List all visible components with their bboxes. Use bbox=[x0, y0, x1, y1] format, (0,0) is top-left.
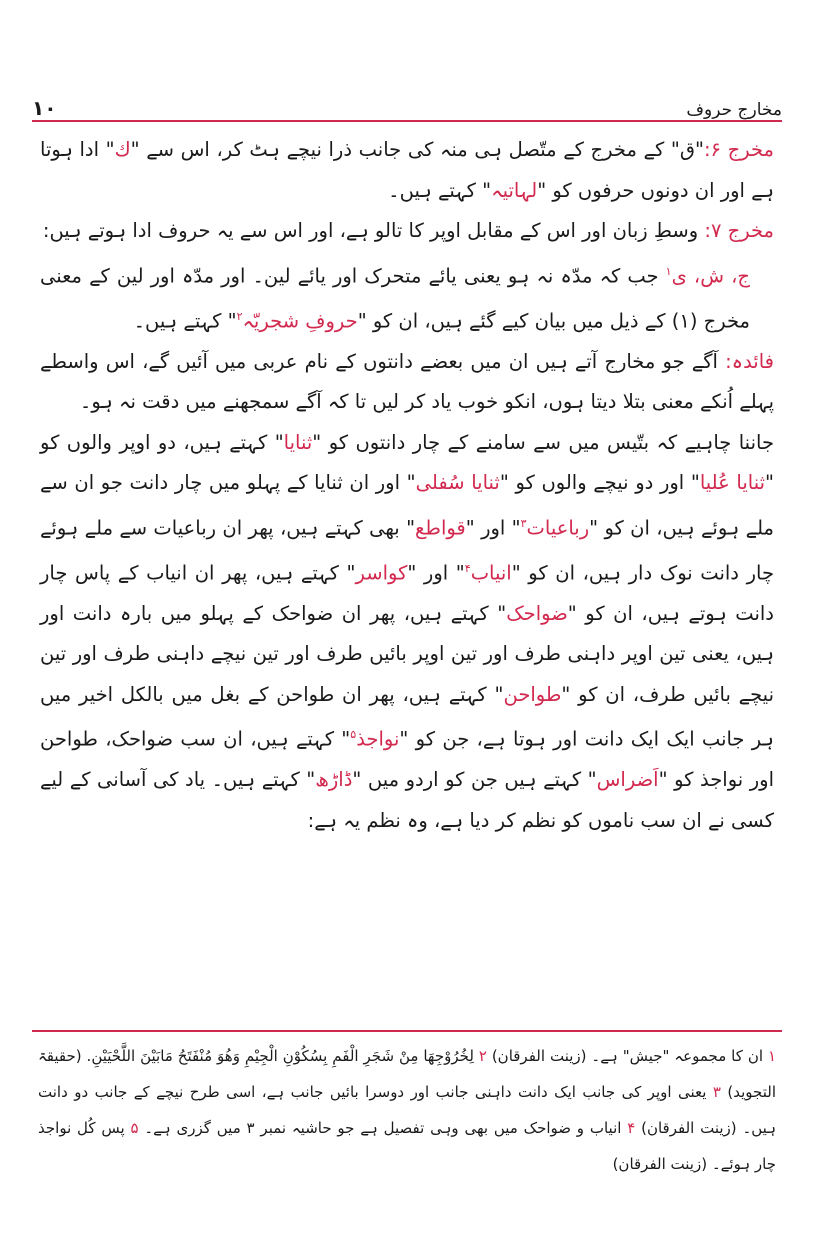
faida-paragraph bbox=[40, 342, 774, 423]
text-span: آگے جو مخارج آتے ہیں ان میں بعضے دانتوں کے نام عربی میں آئیں گے، اس واسطے پہلے اُنکے معنی بتلا دیتا ہوں، انکو خوب یاد کر لیں تا کہ آگے سمجھنے میں دقت نہ ہو۔ bbox=[40, 349, 774, 413]
text-span: " کہتے ہیں۔ bbox=[388, 178, 492, 202]
footnote-text: لِخُرُوْجِهَا مِنْ شَجَرِ الْفَمِ بِسُكُوْنِ الْجِيْمِ وَهُوَ مُنْفَتَحُ مَابَيْنَ اللَّحْيَيْنِ. (حقیقۃ التجوید) bbox=[38, 1047, 776, 1101]
text-span: وسطِ زبان اور اس کے مقابل اوپر کا تالو ہے، اور اس سے یہ حروف ادا ہوتے ہیں: bbox=[42, 219, 705, 242]
text-span: جب کہ مدّہ نہ ہو یعنی یائے متحرک اور یائے لین۔ اور مدّہ اور لین کے معنی مخرج (۱) کے ذیل میں بیان کیے گئے ہیں، ان کو " bbox=[40, 264, 750, 332]
makhraj-7-label: مخرج ۷: bbox=[704, 219, 774, 242]
text-span: جاننا چاہیے کہ بتّیس میں سے سامنے کے چار دانتوں کو " bbox=[312, 430, 774, 454]
highlight-term: ثنایا سُفلی bbox=[415, 471, 500, 494]
highlight-term: انیاب bbox=[470, 561, 512, 584]
highlight-letter: ك bbox=[114, 138, 131, 161]
page-number: ۱۰ bbox=[32, 96, 57, 120]
footnote-divider bbox=[32, 1030, 782, 1032]
footnote-ref: ۵ bbox=[350, 728, 357, 741]
highlight-term: حروفِ شجریّہ bbox=[242, 309, 358, 332]
footnote-number: ۳ bbox=[712, 1083, 721, 1101]
highlight-term: رباعیات bbox=[526, 516, 590, 539]
highlight-term: ڈاڑھ bbox=[315, 768, 353, 791]
text-span: " کہتے ہیں۔ یاد کی آسانی کے لیے کسی نے ان سب ناموں کو نظم کر دیا ہے، وہ نظم یہ ہے: bbox=[40, 768, 774, 832]
text-span: " کہتے ہیں، دو اوپر والوں کو " bbox=[40, 430, 774, 494]
footnote-number: ۵ bbox=[130, 1119, 139, 1137]
highlight-term: لہاتیہ bbox=[491, 178, 538, 202]
footnote-ref: ۱ bbox=[665, 264, 672, 278]
makhraj-6-paragraph bbox=[40, 130, 774, 211]
footnote-number: ۱ bbox=[767, 1047, 776, 1065]
page-header bbox=[32, 84, 782, 120]
chapter-title: مخارج حروف bbox=[686, 100, 782, 120]
footnote-ref: ۲ bbox=[236, 309, 243, 323]
footnote-text: انیاب و ضواحک میں بھی وہی تفصیل ہے جو حاشیہ نمبر ۳ میں گزری ہے۔ bbox=[138, 1119, 628, 1137]
footnote-number: ۲ bbox=[478, 1047, 487, 1065]
text-span: " اور ان ثنایا کے پہلو میں چار دانت جو ان سے ملے ہوئے ہیں، ان کو " bbox=[40, 471, 774, 539]
footnote-text: یعنی اوپر کی جانب ایک دانت داہنی جانب اور دوسرا بائیں جانب ہے، اسی طرح نیچے کے جانب دو دانت ہیں۔ (زینت الفرقان) bbox=[38, 1083, 776, 1137]
highlight-term: قواطع bbox=[415, 516, 466, 539]
highlight-term: نواجذ bbox=[356, 727, 400, 751]
footnote-text: ان کا مجموعہ "جیش" ہے۔ (زینت الفرقان) bbox=[486, 1047, 768, 1065]
header-divider bbox=[32, 120, 782, 122]
faida-label: فائدہ: bbox=[725, 349, 774, 373]
letters-paragraph bbox=[40, 252, 774, 342]
text-span: " کہتے ہیں، پھر ان انیاب کے پاس چار دانت ہوتے ہیں، ان کو " bbox=[40, 561, 774, 625]
highlight-term: ثنایا عُلیا bbox=[699, 471, 766, 494]
footnote-ref: ۴ bbox=[464, 561, 471, 575]
highlight-term: کواسر bbox=[355, 561, 408, 584]
footnote-ref: ۳ bbox=[520, 516, 527, 530]
makhraj-6-label: مخرج ۶: bbox=[703, 138, 774, 161]
text-span: " کہتے ہیں۔ bbox=[133, 309, 237, 332]
highlight-term: ثنایا bbox=[283, 430, 313, 454]
highlight-term: ضواحک bbox=[506, 601, 568, 625]
text-span: " کہتے ہیں، ان سب ضواحک، طواحن اور نواجذ کو " bbox=[40, 727, 774, 791]
highlight-letters: ج، ش، ی bbox=[671, 264, 750, 287]
text-span: " اور دو نیچے والوں کو " bbox=[499, 471, 700, 494]
text-span: " کہتے ہیں، پھر ان ضواحک کے پہلو میں بارہ دانت اور ہیں، یعنی تین اوپر داہنی طرف اور تین اوپر بائیں طرف اور تین نیچے داہنی طرف اور تین نیچے بائیں طرف، ان کو " bbox=[40, 601, 774, 706]
highlight-term: اَضراس bbox=[596, 768, 659, 791]
highlight-term: طواحن bbox=[503, 682, 562, 706]
text-span: " ادا ہوتا ہے اور ان دونوں حرفوں کو " bbox=[40, 138, 774, 202]
text-span: " اور " bbox=[465, 516, 521, 539]
makhraj-7-paragraph bbox=[40, 211, 774, 252]
main-text bbox=[40, 130, 774, 1022]
text-span: " کہتے ہیں جن کو اردو میں " bbox=[352, 768, 597, 791]
teeth-paragraph bbox=[40, 423, 774, 842]
text-span: " بھی کہتے ہیں، پھر ان رباعیات سے ملے ہوئے چار دانت نوک دار ہیں، ان کو " bbox=[40, 516, 774, 584]
text-span: " اور " bbox=[407, 561, 465, 584]
footnote-number: ۴ bbox=[627, 1119, 636, 1137]
text-span: "ق" کے مخرج کے متّصل ہی منہ کی جانب ذرا نیچے ہٹ کر، اس سے " bbox=[130, 138, 704, 161]
footnotes bbox=[38, 1038, 776, 1218]
text-span: " کہتے ہیں، پھر ان طواحن کے بغل میں بالکل اخیر میں ہر جانب ایک ایک دانت اور ہوتا ہے، جن کو " bbox=[40, 682, 774, 751]
footnotes-text bbox=[38, 1038, 776, 1182]
footnote-text: پس کُل نواجذ چار ہوئے۔ (زینت الفرقان) bbox=[38, 1119, 776, 1173]
